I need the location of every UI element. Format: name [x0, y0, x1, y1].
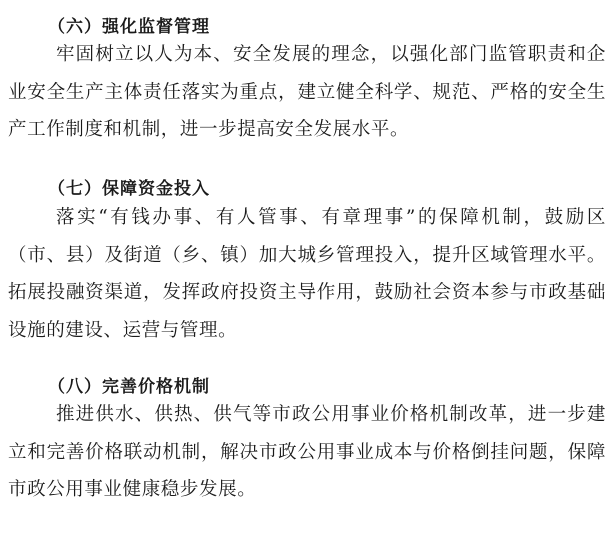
section-heading-8: （八）完善价格机制 — [48, 377, 210, 397]
section-heading-7: （七）保障资金投入 — [48, 179, 210, 199]
section-paragraph-6: 牢固树立以人为本、安全发展的理念，以强化部门监管职责和企业安全生产主体责任落实为重点，建立健全科学、规范、严格的安全生产工作制度和机制，进一步提高安全发展水平。 — [8, 44, 606, 141]
section-paragraph-8: 推进供水、供热、供气等市政公用事业价格机制改革，进一步建立和完善价格联动机制，解决市政公用事业成本与价格倒挂问题，保障市政公用事业健康稳步发展。 — [8, 404, 606, 501]
section-paragraph-7: 落实“有钱办事、有人管事、有章理事”的保障机制，鼓励区（市、县）及街道（乡、镇）加大城乡管理投入，提升区域管理水平。拓展投融资渠道，发挥政府投资主导作用，鼓励社会资本参与市政基础设施的建设、运营与管理。 — [8, 207, 606, 342]
section-heading-6: （六）强化监督管理 — [48, 17, 210, 37]
